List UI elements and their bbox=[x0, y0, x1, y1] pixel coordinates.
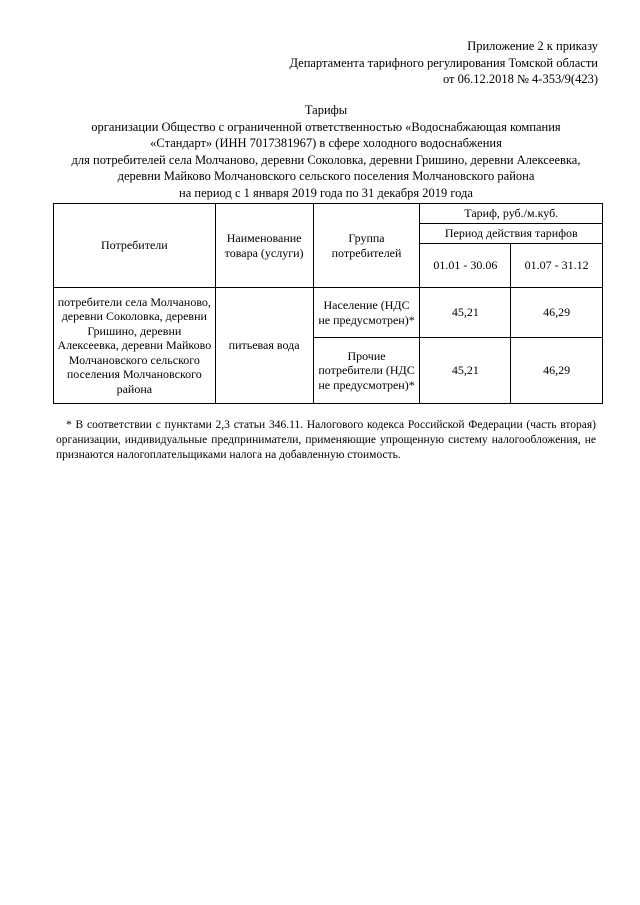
title-line: деревни Майково Молчановского сельского поселения Молчановского района bbox=[117, 169, 535, 183]
appendix-line: Приложение 2 к приказу bbox=[467, 39, 598, 53]
department-line: Департамента тарифного регулирования Томской области bbox=[289, 55, 598, 70]
header-group: Группа потребителей bbox=[313, 204, 420, 288]
header-period-2: 01.07 - 31.12 bbox=[511, 244, 603, 288]
header-consumers: Потребители bbox=[54, 204, 216, 288]
header-period-1: 01.01 - 30.06 bbox=[420, 244, 511, 288]
tariff-cell: 46,29 bbox=[511, 288, 603, 338]
title-period-line: на период с 1 января 2019 года по 31 декабря 2019 года bbox=[179, 185, 473, 200]
title-line: «Стандарт» (ИНН 7017381967) в сфере холодного водоснабжения bbox=[150, 136, 502, 150]
title-line: организации Общество с ограниченной ответственностью «Водоснабжающая компания bbox=[91, 119, 561, 134]
title-line: для потребителей села Молчаново, деревни Соколовка, деревни Гришино, деревни Алексеевка, bbox=[71, 152, 581, 167]
tariff-cell: 45,21 bbox=[420, 338, 511, 404]
header-tariff: Тариф, руб./м.куб. bbox=[420, 204, 603, 224]
group-cell: Население (НДС не предусмотрен)* bbox=[313, 288, 420, 338]
tariff-cell: 46,29 bbox=[511, 338, 603, 404]
tariff-table bbox=[53, 203, 603, 404]
document-title bbox=[0, 102, 640, 201]
header-product: Наименование товара (услуги) bbox=[215, 204, 313, 288]
title-heading: Тарифы bbox=[304, 103, 348, 117]
consumers-cell: потребители села Молчаново, деревни Соколовка, деревни Гришино, деревни Алексеевка, деревни Майково Молчановского сельского поселения Молчановского района bbox=[54, 288, 216, 404]
group-cell: Прочие потребители (НДС не предусмотрен)* bbox=[313, 338, 420, 404]
table-row bbox=[54, 288, 603, 338]
vat-footnote: * В соответствии с пунктами 2,3 статьи 346.11. Налогового кодекса Российской Федерации (часть вторая) организации, индивидуальные предприниматели, применяющие упрощенную систему налогообложения, не признаются налогоплательщиками налога на добавленную стоимость. bbox=[56, 419, 596, 461]
order-appendix-header bbox=[289, 38, 598, 88]
tariff-cell: 45,21 bbox=[420, 288, 511, 338]
order-date-line: от 06.12.2018 № 4-353/9(423) bbox=[442, 72, 598, 86]
header-period: Период действия тарифов bbox=[420, 224, 603, 244]
product-cell: питьевая вода bbox=[215, 288, 313, 404]
